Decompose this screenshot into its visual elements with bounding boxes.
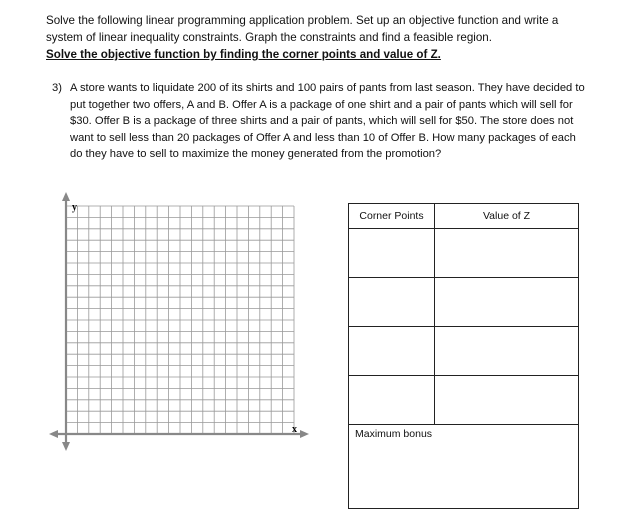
instructions-line-1: Solve the following linear programming application problem. Set up an objective function and write a: [46, 14, 559, 27]
corner-points-header: Corner Points: [349, 204, 435, 229]
z-value-cell[interactable]: [435, 327, 579, 376]
problem-text: A store wants to liquidate 200 of its shirts and 100 pairs of pants from last season. They have decided to put together two offers, A and B. Offer A is a package of one shirt and a pair of pants which will sell for $30. Offer B is a package of three shirts and a pair of pants, which will sell for $50. The store does not want to sell less than 20 packages of Offer A and less than 10 of Offer B. How many packages of each do they have to sell to maximize the money generated from the promotion?: [70, 82, 585, 160]
problem-number: 3): [52, 82, 62, 94]
coordinate-grid: [48, 190, 310, 452]
x-axis-arrow-left: [49, 430, 58, 438]
instructions: [46, 12, 606, 63]
x-axis-arrow-right: [300, 430, 309, 438]
instructions-line-2: system of linear inequality constraints. Graph the constraints and find a feasible region.: [46, 31, 492, 44]
z-value-cell[interactable]: [435, 229, 579, 278]
problem-3: [46, 80, 591, 163]
grid-lines: [66, 206, 294, 434]
corner-point-cell[interactable]: [349, 229, 435, 278]
value-of-z-header: Value of Z: [435, 204, 579, 229]
maximum-bonus-cell[interactable]: [349, 425, 579, 509]
corner-point-cell[interactable]: [349, 278, 435, 327]
z-value-cell[interactable]: [435, 278, 579, 327]
instructions-line-3: Solve the objective function by finding the corner points and value of Z.: [46, 48, 441, 61]
y-axis-arrow-up: [62, 192, 70, 201]
z-value-cell[interactable]: [435, 376, 579, 425]
y-axis-arrow-down: [62, 442, 70, 451]
corner-point-cell[interactable]: [349, 376, 435, 425]
y-axis-label: y: [72, 202, 77, 213]
x-axis-label: x: [292, 424, 297, 435]
maximum-bonus-label: Maximum bonus: [355, 428, 433, 440]
corner-point-cell[interactable]: [349, 327, 435, 376]
corner-points-table: [348, 203, 579, 509]
